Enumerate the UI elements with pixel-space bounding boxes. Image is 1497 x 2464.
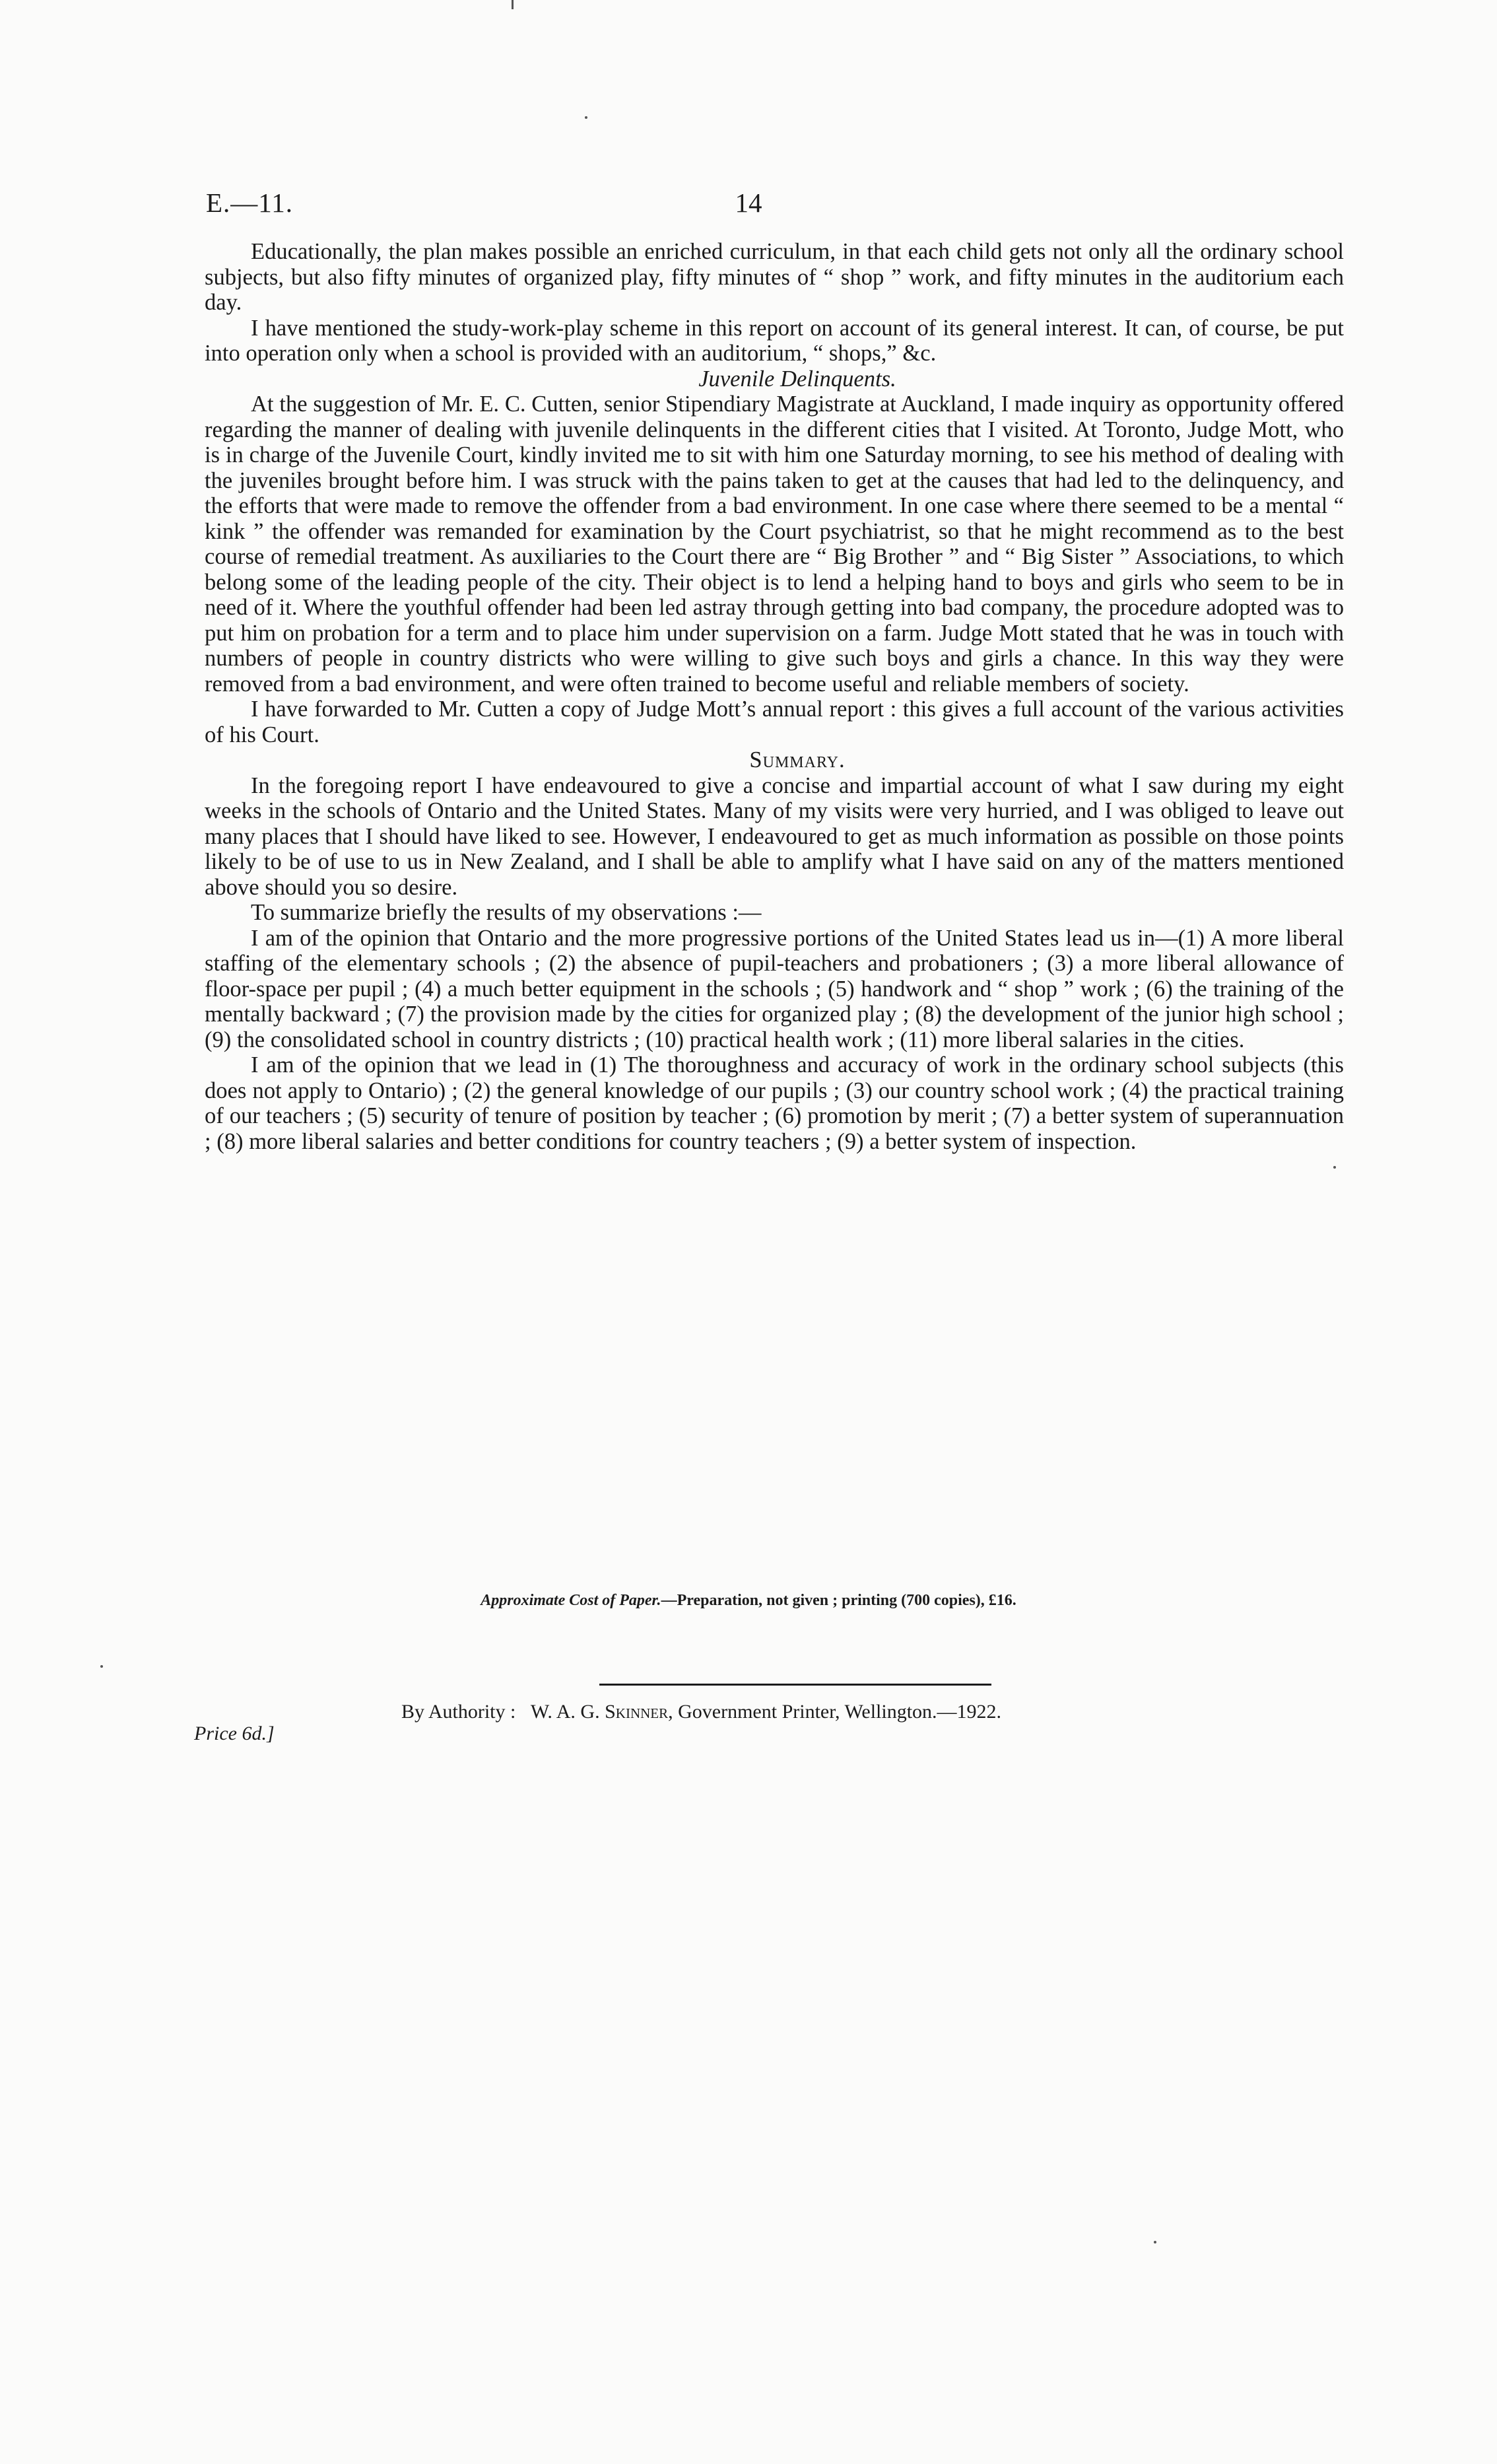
- footer-rule: [599, 1684, 991, 1686]
- report-body: [205, 239, 1344, 1154]
- document-code: E.—11.: [206, 188, 294, 218]
- paragraph-curriculum: Educationally, the plan makes possible an enriched curriculum, in that each child gets not only all the ordinary school subjects, but also fifty minutes of organized play, fifty minutes of “ shop ” work, and fifty minutes in the auditorium each day.: [205, 239, 1344, 315]
- paragraph-we-lead: I am of the opinion that we lead in (1) The thoroughness and accuracy of work in the ordinary school subjects (this does not apply to Ontario) ; (2) the general knowledge of our pupils ; (3) our country school work ; (4) the practical training of our teachers ; (5) security of tenure of position by teacher ; (6) promotion by merit ; (7) a better system of superannuation ; (8) more liberal salaries and better conditions for country teachers ; (9) a better system of inspection.: [205, 1052, 1344, 1154]
- printer-details: Government Printer, Wellington.—1922.: [678, 1701, 1002, 1723]
- paragraph-study-work-play: I have mentioned the study-work-play scheme in this report on account of its general interest. It can, of course, be put into operation only when a school is provided with an auditorium, “ shops,” &c.: [205, 315, 1344, 366]
- heading-summary: Summary.: [749, 747, 846, 772]
- print-speck: [1333, 1166, 1336, 1169]
- page-header: [0, 187, 1497, 226]
- paragraph-they-lead: I am of the opinion that Ontario and the more progressive portions of the United States lead us in—(1) A more liberal staffing of the elementary schools ; (2) the absence of pupil-teachers and probationers ; (3) a more liberal allowance of floor-space per pupil ; (4) a much better equipment in the schools ; (5) handwork and “ shop ” work ; (6) the training of the mentally backward ; (7) the provision made by the cities for organized play ; (8) the development of the junior high school ; (9) the consolidated school in country districts ; (10) practical health work ; (11) more liberal salaries in the cities.: [205, 925, 1344, 1052]
- authority-prefix: By Authority :: [401, 1701, 516, 1723]
- print-speck: [585, 116, 587, 119]
- price-label: Price 6d.]: [194, 1723, 275, 1744]
- paragraph-summary-intro: In the foregoing report I have endeavoured to give a concise and impartial account of what I saw during my eight weeks in the schools of Ontario and the United States. Many of my visits were very hurried, and I was obliged to leave out many places that I should have liked to see. However, I endeavoured to get as much information as possible on those points likely to be of use to us in New Zealand, and I shall be able to amplify what I have said on any of the matters mentioned above should you so desire.: [205, 772, 1344, 900]
- print-speck: [1154, 2241, 1156, 2243]
- paragraph-juvenile-court: At the suggestion of Mr. E. C. Cutten, senior Stipendiary Magistrate at Auckland, I made inquiry as opportunity offered regarding the manner of dealing with juvenile delinquents in the different cities that I visited. At Toronto, Judge Mott, who is in charge of the Juvenile Court, kindly invited me to sit with him one Saturday morning, to see his method of dealing with the juveniles brought before him. I was struck with the pains taken to get at the causes that had led to the delinquency, and the efforts that were made to remove the offender from a bad environment. In one case where there seemed to be a mental “ kink ” the offender was remanded for examination by the Court psychiatrist, so that he might recommend as to the best course of remedial treatment. As auxiliaries to the Court there are “ Big Brother ” and “ Big Sister ” Associations, to which belong some of the leading people of the city. Their object is to lend a helping hand to boys and girls who seem to be in need of it. Where the youthful offender had been led astray through getting into bad company, the procedure adopted was to put him on probation for a term and to place him under supervision on a farm. Judge Mott stated that he was in touch with numbers of people in country districts who were willing to give such boys and girls a chance. In this way they were removed from a bad environment, and were often trained to become useful and reliable members of society.: [205, 392, 1344, 697]
- paragraph-summarize: To summarize briefly the results of my observations :—: [251, 900, 762, 925]
- heading-juvenile-delinquents: Juvenile Delinquents.: [698, 366, 896, 392]
- page-number: 14: [735, 188, 762, 218]
- print-speck: [100, 1665, 103, 1668]
- cost-details: —Preparation, not given ; printing (700 copies), £16.: [661, 1592, 1016, 1609]
- cost-lead: Approximate Cost of Paper.: [481, 1592, 661, 1609]
- printer-name: W. A. G. Skinner,: [530, 1701, 673, 1723]
- print-speck: [512, 0, 514, 9]
- paragraph-annual-report: I have forwarded to Mr. Cutten a copy of Judge Mott’s annual report : this gives a full account of the various activities of his Court.: [205, 697, 1344, 747]
- authority-line: [401, 1701, 1001, 1723]
- cost-of-paper-line: [0, 1592, 1497, 1610]
